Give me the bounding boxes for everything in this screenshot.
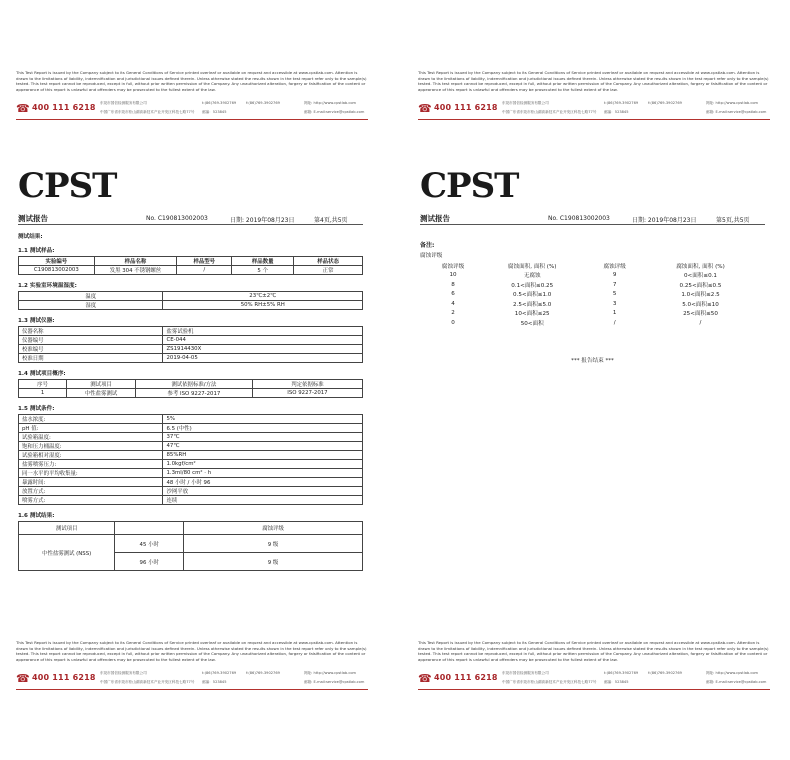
table-cell: 2	[451, 310, 455, 317]
hotline-number: 400 111 6218	[434, 103, 498, 113]
company-address: 中国广东省东莞市松山湖高新技术产业开发区科技七路77号	[100, 110, 195, 115]
table-cell: 中性盐雾测试 (NSS)	[19, 535, 115, 571]
header-divider	[16, 119, 368, 120]
table-row	[19, 389, 363, 398]
table-cell: 仪器编号	[19, 336, 163, 345]
hotline-number: 400 111 6218	[434, 673, 498, 683]
table-cell: 10	[449, 272, 457, 279]
report-content	[18, 232, 363, 571]
table-cell: 85%RH	[163, 451, 363, 460]
table-cell: 9	[612, 272, 617, 279]
table-cell: 5.0<面积≤10	[682, 301, 719, 308]
fax-number: f:(86)769-3902769	[648, 671, 682, 676]
table-cell: 25<面积≤50	[683, 311, 718, 318]
table-cell: 1.0<面积≤2.5	[681, 292, 720, 299]
table-cell: 9 级	[184, 535, 363, 553]
table-cell: 1.3ml/80 cm² · h	[163, 469, 363, 478]
table-row	[19, 327, 363, 336]
table-header-cell: 腐蚀评级	[441, 263, 465, 270]
report-date: 日期: 2019年08月23日	[230, 217, 295, 224]
instrument-table	[18, 326, 363, 363]
table-header-cell: 样品状态	[294, 257, 363, 266]
table-row	[19, 433, 363, 442]
phone-icon: ☎	[16, 102, 30, 116]
table-cell: 湿度	[19, 301, 163, 310]
table-cell: 37℃	[163, 433, 363, 442]
report-title: 测试报告	[420, 214, 450, 223]
website: 网址: http://www.cpstlab.com	[304, 671, 357, 676]
postcode: 邮编：523845	[202, 110, 227, 115]
table-cell: 1	[612, 310, 617, 317]
grade-heading: 腐蚀评级	[420, 253, 443, 259]
page-header	[418, 70, 770, 120]
table-cell: C190813002003	[19, 266, 95, 275]
table-cell: 发黑 304 不锈钢螺丝	[94, 266, 177, 275]
table-cell: 5	[612, 291, 617, 298]
table-row	[420, 271, 750, 281]
brand-logo: CPST	[18, 166, 117, 206]
section-title-conditions: 1.5 测试条件:	[18, 406, 55, 412]
table-row	[19, 415, 363, 424]
website: 网址: http://www.cpstlab.com	[706, 101, 759, 106]
table-cell: 放置方式:	[19, 487, 163, 496]
table-row	[19, 460, 363, 469]
postcode: 邮编：523845	[202, 680, 227, 685]
samples-table	[18, 256, 363, 275]
email: 邮箱: E-mail:service@cpstlab.com	[706, 110, 767, 115]
table-cell: /	[699, 319, 702, 326]
company-address: 中国广东省东莞市松山湖高新技术产业开发区科技七路77号	[100, 680, 195, 685]
table-row	[19, 496, 363, 505]
title-divider	[420, 224, 765, 225]
table-cell: 仪器名称	[19, 327, 163, 336]
table-cell: 47℃	[163, 442, 363, 451]
table-cell: 喷雾方式:	[19, 496, 163, 505]
brand-logo: CPST	[420, 166, 519, 206]
email: 邮箱: E-mail:service@cpstlab.com	[706, 680, 767, 685]
table-row	[19, 478, 363, 487]
table-cell: 5 个	[232, 266, 294, 275]
table-row	[19, 266, 363, 275]
tel-number: t:(86)769-3902769	[604, 101, 639, 106]
results-heading: 测试结果:	[18, 234, 43, 240]
test-items-table	[18, 379, 363, 398]
report-title: 测试报告	[18, 214, 48, 223]
table-header-row	[19, 257, 363, 266]
table-cell: 温度	[19, 292, 163, 301]
phone-icon: ☎	[418, 102, 432, 116]
table-header-row	[19, 522, 363, 535]
section-title-results: 1.6 测试结果:	[18, 513, 55, 519]
table-cell: 盐雾试验机	[163, 327, 363, 336]
table-header-cell: 实验编号	[19, 257, 95, 266]
hotline-number: 400 111 6218	[32, 103, 96, 113]
table-row	[19, 336, 363, 345]
table-cell: 0.1<面积≤0.25	[511, 282, 554, 289]
table-cell: 连续	[163, 496, 363, 505]
footer-divider	[16, 689, 368, 690]
table-cell: 1	[19, 389, 67, 398]
table-header-cell: 腐蚀评级	[184, 522, 363, 535]
website: 网址: http://www.cpstlab.com	[706, 671, 759, 676]
table-row	[19, 469, 363, 478]
company-address: 中国广东省东莞市松山湖高新技术产业开发区科技七路77号	[502, 680, 597, 685]
table-cell: 48 小时 / 小时 96	[163, 478, 363, 487]
section-title-samples: 1.1 测试样品:	[18, 248, 55, 254]
table-row	[19, 451, 363, 460]
table-header-cell: 测试依据标准/方法	[135, 380, 252, 389]
table-header-cell: 判定依据标准	[252, 380, 362, 389]
contact-row	[418, 100, 770, 120]
table-cell: 沙网平放	[163, 487, 363, 496]
report-content	[420, 240, 765, 364]
table-cell: CE-044	[163, 336, 363, 345]
table-cell: 2019-04-05	[163, 354, 363, 363]
phone-icon: ☎	[418, 672, 432, 686]
table-cell: 45 小时	[115, 535, 184, 553]
disclaimer-text: This Test Report is issued by the Company subject to its General Conditions of Service printed overleaf or available on request and accessible at www.cpstlab.com. Attention is drawn to the limitations of liability, indemnification and jurisdictional issues defined therein. Unless otherwise stated the results shown in the test report refer only to the sample(s) tested. This test report cannot be reproduced, except in full, without prior written permission of the Company. Any unauthorized alteration, forgery or falsification of the content or appearance of this report is unlawful and offenders may be prosecuted to the fullest extent of the law.	[418, 640, 769, 662]
table-row	[19, 301, 363, 310]
page-header	[16, 70, 368, 120]
company-name: 东莞市国信检测服务有限公司	[502, 101, 549, 106]
table-cell: 7	[612, 281, 617, 288]
table-cell: 6.5 (中性)	[163, 424, 363, 433]
table-row	[19, 292, 363, 301]
report-end-marker: *** 报告结束 ***	[571, 357, 614, 364]
postcode: 邮编：523845	[604, 680, 629, 685]
table-row	[420, 290, 750, 300]
contact-row	[16, 100, 368, 120]
table-cell: 盐雾喷雾压力:	[19, 460, 163, 469]
table-cell: 同一水平的平均收集量:	[19, 469, 163, 478]
title-divider	[18, 224, 363, 225]
email: 邮箱: E-mail:service@cpstlab.com	[304, 680, 365, 685]
results-table	[18, 521, 363, 571]
table-header-cell: 腐蚀面积, 面积 (%)	[676, 263, 725, 270]
table-cell: 校准编号	[19, 345, 163, 354]
table-row	[19, 487, 363, 496]
table-row	[420, 309, 750, 319]
table-cell: 50% RH±5% RH	[163, 301, 363, 310]
table-header-cell	[115, 522, 184, 535]
section-title-test-items: 1.4 测试项目概序:	[18, 371, 66, 377]
table-header-row	[420, 261, 750, 271]
header-divider	[418, 119, 770, 120]
page-footer	[16, 640, 368, 690]
section-title-environment: 1.2 实验室环境温湿度:	[18, 283, 77, 289]
table-header-cell: 测试项目	[67, 380, 136, 389]
table-cell: 0.5<面积≤1.0	[513, 292, 552, 299]
table-cell: 试验箱温度:	[19, 433, 163, 442]
page-footer	[418, 640, 770, 690]
table-cell: 无腐蚀	[523, 273, 541, 280]
contact-row	[16, 670, 368, 690]
phone-icon: ☎	[16, 672, 30, 686]
table-row	[19, 354, 363, 363]
table-cell: /	[613, 319, 616, 326]
corrosion-grade-table	[420, 261, 750, 328]
table-cell: 0<面积≤0.1	[683, 273, 717, 280]
email: 邮箱: E-mail:service@cpstlab.com	[304, 110, 365, 115]
contact-row	[418, 670, 770, 690]
report-number: No. C190813002003	[146, 215, 208, 222]
table-cell: ISO 9227-2017	[252, 389, 362, 398]
conditions-table	[18, 414, 363, 505]
table-cell: 0.25<面积≤0.5	[679, 282, 722, 289]
table-cell: 4	[451, 300, 455, 307]
table-cell: 1.0kgf/cm²	[163, 460, 363, 469]
table-header-cell: 样品名称	[94, 257, 177, 266]
table-cell: ZS1914430X	[163, 345, 363, 354]
table-cell: 8	[451, 281, 455, 288]
section-title-instrument: 1.3 测试仪器:	[18, 318, 55, 324]
company-name: 东莞市国信检测服务有限公司	[100, 671, 147, 676]
table-cell: 校准日期	[19, 354, 163, 363]
table-cell: 盐水浓度:	[19, 415, 163, 424]
table-cell: 3	[612, 300, 617, 307]
table-row	[19, 345, 363, 354]
table-row	[19, 535, 363, 553]
report-page-4	[8, 0, 388, 760]
table-cell: 中性盐雾测试	[67, 389, 136, 398]
website: 网址: http://www.cpstlab.com	[304, 101, 357, 106]
page-number: 第4页,共5页	[314, 217, 348, 224]
table-header-cell: 序号	[19, 380, 67, 389]
table-row	[19, 424, 363, 433]
table-cell: 暴露时间:	[19, 478, 163, 487]
company-address: 中国广东省东莞市松山湖高新技术产业开发区科技七路77号	[502, 110, 597, 115]
fax-number: f:(86)769-3902769	[246, 671, 280, 676]
table-row	[420, 318, 750, 328]
table-row	[19, 442, 363, 451]
tel-number: t:(86)769-3902769	[202, 101, 237, 106]
table-cell: 23℃±2℃	[163, 292, 363, 301]
disclaimer-text: This Test Report is issued by the Company subject to its General Conditions of Service printed overleaf or available on request and accessible at www.cpstlab.com. Attention is drawn to the limitations of liability, indemnification and jurisdictional issues defined therein. Unless otherwise stated the results shown in the test report refer only to the sample(s) tested. This test report cannot be reproduced, except in full, without prior written permission of the Company. Any unauthorized alteration, forgery or falsification of the content or appearance of this report is unlawful and offenders may be prosecuted to the fullest extent of the law.	[16, 70, 367, 92]
table-cell: 2.5<面积≤5.0	[513, 301, 552, 308]
footer-divider	[418, 689, 770, 690]
table-cell: pH 值:	[19, 424, 163, 433]
table-cell: 10<面积≤25	[514, 311, 550, 318]
table-header-cell: 样品数量	[232, 257, 294, 266]
table-cell: 参考 ISO 9227-2017	[135, 389, 252, 398]
disclaimer-text: This Test Report is issued by the Company subject to its General Conditions of Service printed overleaf or available on request and accessible at www.cpstlab.com. Attention is drawn to the limitations of liability, indemnification and jurisdictional issues defined therein. Unless otherwise stated the results shown in the test report refer only to the sample(s) tested. This test report cannot be reproduced, except in full, without prior written permission of the Company. Any unauthorized alteration, forgery or falsification of the content or appearance of this report is unlawful and offenders may be prosecuted to the fullest extent of the law.	[418, 70, 769, 92]
remarks-label: 备注:	[420, 242, 435, 249]
tel-number: t:(86)769-3902769	[202, 671, 237, 676]
table-header-cell: 样品型号	[177, 257, 232, 266]
table-cell: 5%	[163, 415, 363, 424]
table-cell: /	[177, 266, 232, 275]
company-name: 东莞市国信检测服务有限公司	[502, 671, 549, 676]
table-cell: 正常	[294, 266, 363, 275]
table-cell: 试验箱相对湿度:	[19, 451, 163, 460]
table-header-cell: 腐蚀评级	[603, 263, 626, 270]
table-header-cell: 腐蚀面积, 面积 (%)	[507, 263, 557, 270]
postcode: 邮编：523845	[604, 110, 629, 115]
table-cell: 饱和压力桶温度:	[19, 442, 163, 451]
table-cell: 9 级	[184, 553, 363, 571]
report-page-5	[410, 0, 790, 760]
table-header-cell: 测试项目	[19, 522, 115, 535]
table-row	[420, 299, 750, 309]
table-cell: 96 小时	[115, 553, 184, 571]
tel-number: t:(86)769-3902769	[604, 671, 639, 676]
page-number: 第5页,共5页	[716, 217, 750, 224]
fax-number: f:(86)769-3902769	[246, 101, 280, 106]
company-name: 东莞市国信检测服务有限公司	[100, 101, 147, 106]
hotline-number: 400 111 6218	[32, 673, 96, 683]
table-header-row	[19, 380, 363, 389]
disclaimer-text: This Test Report is issued by the Company subject to its General Conditions of Service printed overleaf or available on request and accessible at www.cpstlab.com. Attention is drawn to the limitations of liability, indemnification and jurisdictional issues defined therein. Unless otherwise stated the results shown in the test report refer only to the sample(s) tested. This test report cannot be reproduced, except in full, without prior written permission of the Company. Any unauthorized alteration, forgery or falsification of the content or appearance of this report is unlawful and offenders may be prosecuted to the fullest extent of the law.	[16, 640, 367, 662]
report-date: 日期: 2019年08月23日	[632, 217, 697, 224]
table-cell: 0	[451, 319, 455, 326]
table-cell: 6	[451, 291, 455, 298]
fax-number: f:(86)769-3902769	[648, 101, 682, 106]
table-row	[420, 280, 750, 290]
environment-table	[18, 291, 363, 310]
report-number: No. C190813002003	[548, 215, 610, 222]
table-cell: 50<面积	[520, 320, 544, 327]
